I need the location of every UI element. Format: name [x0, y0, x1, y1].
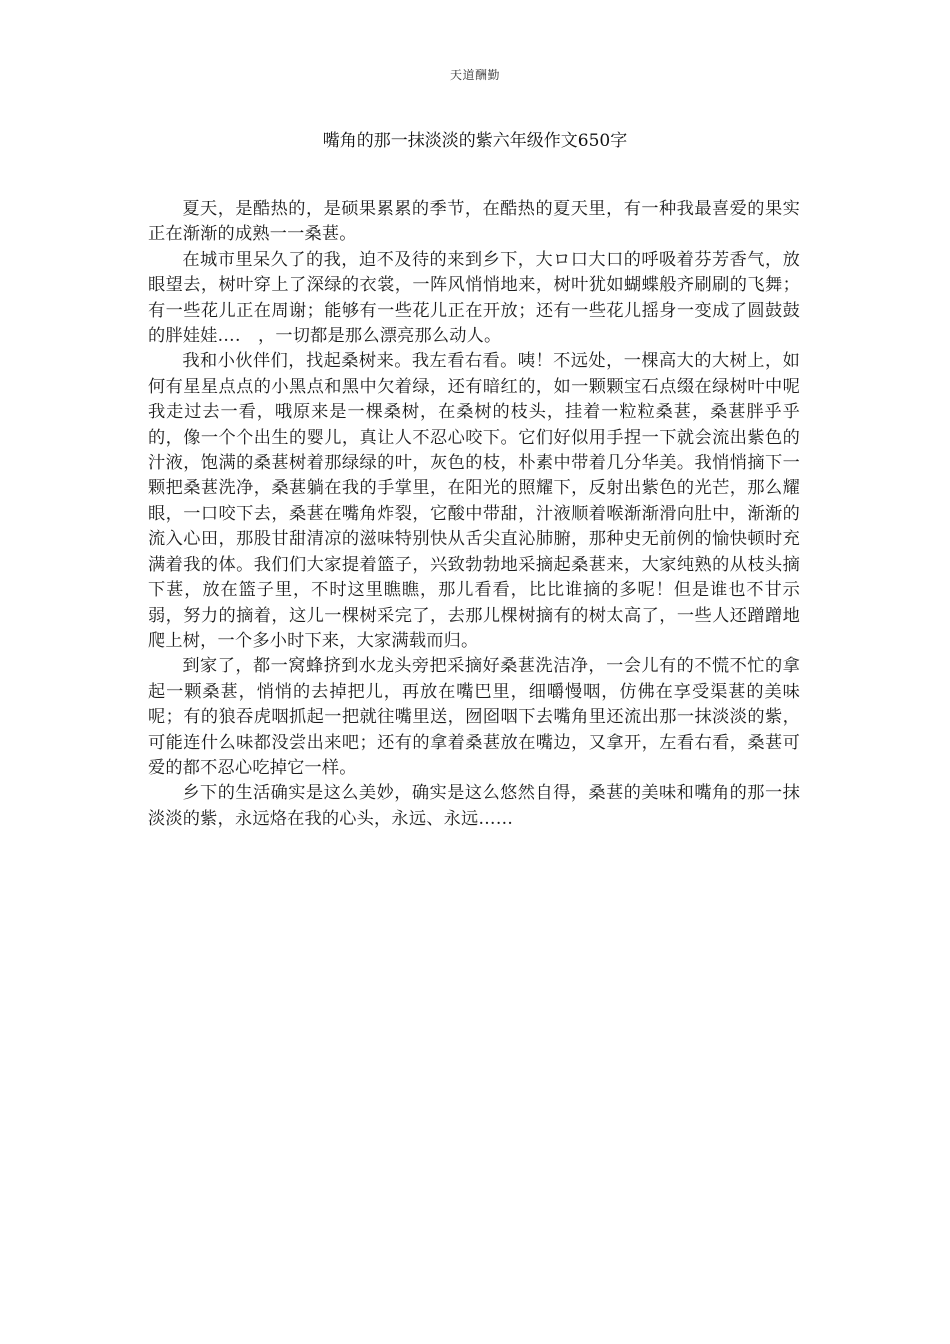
paragraph: 乡下的生活确实是这么美妙，确实是这么悠然自得，桑葚的美味和嘴角的那一抹淡淡的紫，永远烙在我的心头，永远、永远……: [148, 783, 800, 829]
paragraph: 在城市里呆久了的我，迫不及待的来到乡下，大ロ口大口的呼吸着芬芳香气，放眼望去，树叶穿上了深绿的衣裳，一阵风悄悄地来，树叶犹如蝴蝶般齐刷刷的飞舞；有一些花儿正在周谢；能够有一些花儿正在开放；还有一些花儿摇身一变成了圆鼓鼓的胖娃娃…. ，一切都是那么漂亮那么动人。: [148, 249, 800, 347]
paragraph: 夏天，是酷热的，是硕果累累的季节，在酷热的夏天里，有一种我最喜爱的果实正在渐渐的成熟一一桑葚。: [148, 199, 800, 245]
paragraph: 到家了，都一窝蜂挤到水龙头旁把采摘好桑葚洗洁净，一会儿有的不慌不忙的拿起一颗桑葚，悄悄的去掉把儿，再放在嘴巴里，细嚼慢咽，仿佛在享受渠葚的美味呢；有的狼吞虎咽抓起一把就往嘴里送，囫囵咽下去嘴角里还流出那一抹淡淡的紫，可能连什么味都没尝出来吧；还有的拿着桑葚放在嘴边，又拿开，左看右看，桑葚可爱的都不忍心吃掉它一样。: [148, 656, 800, 778]
article-body: [148, 197, 800, 832]
page-header: 天道酬勤: [449, 68, 500, 82]
paragraph: 我和小伙伴们，找起桑树来。我左看右看。咦！不远处，一棵高大的大树上，如何有星星点点的小黑点和黑中欠着绿，还有暗红的，如一颗颗宝石点缀在绿树叶中呢我走过去一看，哦原来是一棵桑树，在桑树的枝头，挂着一粒粒桑葚，桑葚胖乎乎的，像一个个出生的婴儿，真让人不忍心咬下。它们好似用手捏一下就会流出紫色的汁液，饱满的桑葚树着那绿绿的叶，灰色的枝，朴素中带着几分华美。我悄悄摘下一颗把桑葚洗净，桑葚躺在我的手掌里，在阳光的照耀下，反射出紫色的光芒，那么耀眼，一口咬下去，桑葚在嘴角炸裂，它酸中带甜，汁液顺着喉渐渐滑向肚中，渐渐的流入心田，那股甘甜清凉的滋味特别快从舌尖直沁肺腑，那种史无前例的愉快顿时充满着我的体。我们们大家提着篮子，兴致勃勃地采摘起桑葚来，大家纯熟的从枝头摘下葚，放在篮子里，不时这里瞧瞧，那儿看看，比比谁摘的多呢！但是谁也不甘示弱，努力的摘着，这儿一棵树采完了，去那儿棵树摘有的树太高了，一些人还蹭蹭地爬上树，一个多小时下来，大家满载而归。: [148, 351, 800, 651]
document-title: 嘴角的那一抹淡淡的紫六年级作文650字: [322, 131, 628, 151]
